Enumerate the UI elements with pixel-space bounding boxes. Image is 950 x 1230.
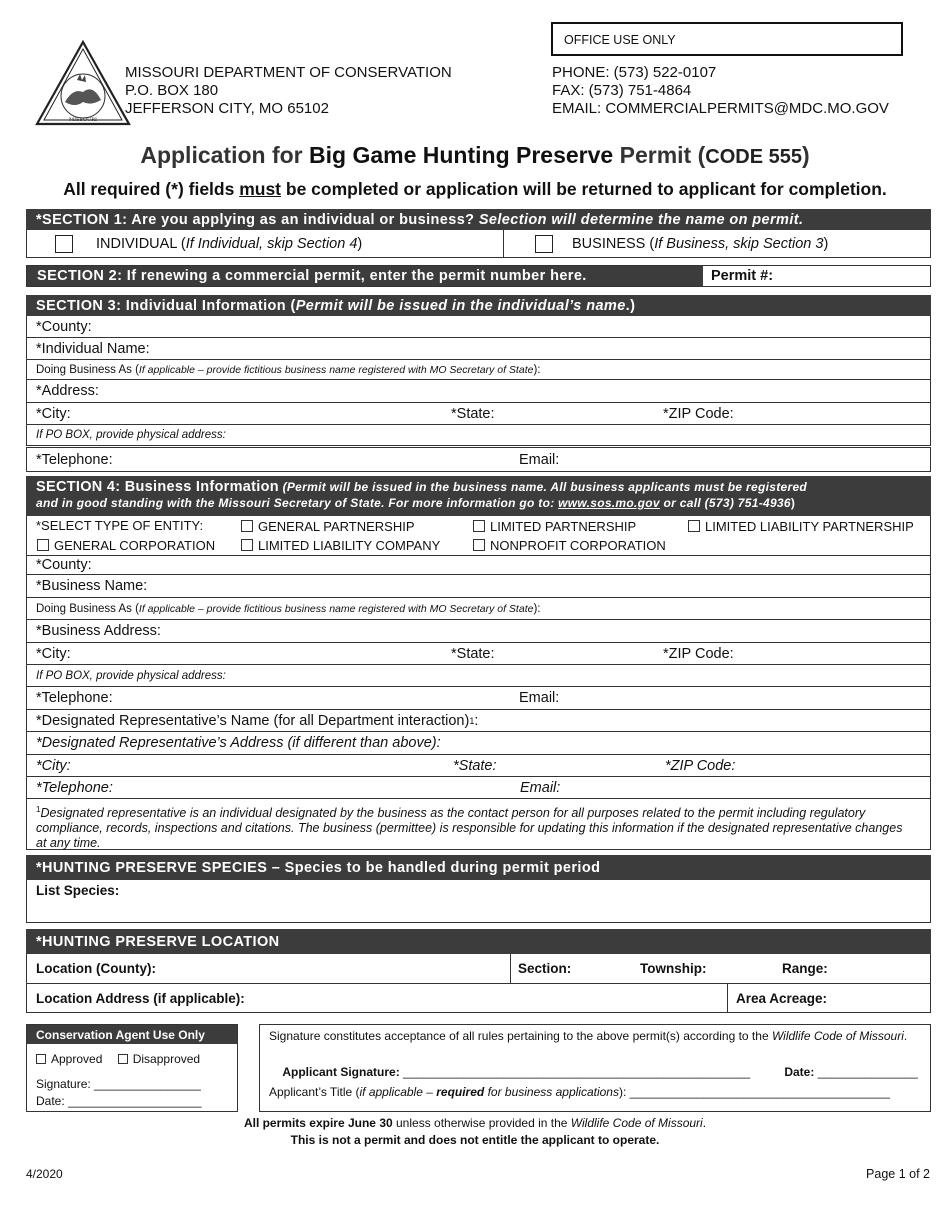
sos-website-link[interactable]: www.sos.mo.gov — [558, 496, 660, 510]
approved-option[interactable] — [36, 1052, 102, 1066]
applicant-title-note2: for business applications — [484, 1085, 619, 1099]
s3-address-field[interactable] — [26, 380, 931, 403]
permit-number-field[interactable] — [711, 266, 773, 286]
section2-header — [27, 266, 703, 286]
s3-phone-row — [26, 447, 931, 472]
s4-address-label: *Business Address: — [36, 623, 161, 639]
section3-heading-end: .) — [625, 297, 636, 314]
location-header — [26, 929, 931, 954]
rep-telephone-label[interactable]: *Telephone: — [36, 779, 113, 796]
section4-heading-note: (Permit will be issued in the business name. All business applicants must be registered — [278, 480, 808, 494]
title-part1: Application for — [140, 142, 310, 168]
applicant-date-line: _______________ — [814, 1065, 918, 1079]
signature-notice — [269, 1029, 907, 1043]
entity-checkbox[interactable] — [688, 520, 700, 532]
entity-general-corporation[interactable] — [37, 538, 215, 553]
contact-email: EMAIL: COMMERCIALPERMITS@MDC.MO.GOV — [552, 100, 889, 117]
s4-dba-label: Doing Business As ( — [36, 602, 139, 615]
rep-name-colon: : — [474, 712, 479, 729]
org-city: JEFFERSON CITY, MO 65102 — [125, 100, 329, 117]
applicant-title-line: ): _______________________________________ — [618, 1085, 890, 1099]
section4-heading-line2-end: or call (573) 751-4936 — [659, 496, 791, 510]
agent-approval-row — [36, 1052, 200, 1066]
applicant-signature-line: ____________________________________________________ — [399, 1065, 751, 1079]
agent-signature-field[interactable]: Signature: ________________ — [36, 1077, 201, 1091]
section4-header — [26, 476, 931, 516]
section4-heading-line2: and in good standing with the Missouri Secretary of State. For more information go to: — [36, 496, 559, 510]
disapproved-option[interactable] — [118, 1052, 200, 1066]
individual-option[interactable] — [55, 230, 362, 257]
business-label: BUSINESS ( — [572, 235, 655, 252]
s3-po-box-field[interactable] — [26, 425, 931, 446]
individual-label: INDIVIDUAL ( — [96, 235, 186, 252]
expiration-code: Wildlife Code of Missouri — [570, 1116, 703, 1130]
s4-telephone-label[interactable]: *Telephone: — [36, 690, 113, 706]
rep-email-label[interactable]: Email: — [520, 779, 561, 796]
s4-email-label[interactable]: Email: — [519, 690, 560, 706]
not-a-permit-notice: This is not a permit and does not entitle the applicant to operate. — [290, 1133, 660, 1147]
species-header — [26, 855, 931, 880]
entity-llp[interactable] — [688, 519, 914, 534]
s3-dba-label: Doing Business As ( — [36, 363, 139, 376]
s3-telephone-label[interactable]: *Telephone: — [36, 451, 113, 468]
individual-checkbox[interactable] — [55, 235, 73, 253]
applicant-date-label: Date: — [784, 1065, 815, 1079]
entity-nonprofit[interactable] — [473, 538, 666, 553]
rep-zip-label[interactable]: *ZIP Code: — [665, 757, 736, 774]
rep-state-label[interactable]: *State: — [453, 757, 497, 774]
signature-notice-end: . — [903, 1029, 908, 1043]
business-note: If Business, skip Section 3 — [654, 235, 824, 252]
signature-box — [259, 1024, 931, 1112]
s3-dba-field[interactable] — [26, 360, 931, 380]
entity-type-label: *SELECT TYPE OF ENTITY: — [36, 518, 204, 533]
s4-po-box-label: If PO BOX, provide physical address: — [36, 669, 226, 682]
s4-address-field[interactable] — [26, 620, 931, 643]
applicant-title-field[interactable] — [269, 1085, 890, 1099]
entity-label: LIMITED PARTNERSHIP — [490, 519, 637, 534]
form-version: 4/2020 — [26, 1167, 63, 1181]
section4-heading: SECTION 4: Business Information — [36, 479, 279, 495]
section1-row — [26, 230, 931, 258]
office-use-box — [551, 22, 903, 56]
s4-po-box-field[interactable] — [26, 665, 931, 687]
footnote-text: Designated representative is an individual designated by the business as the contact person for all purposes related to the permit including regulatory compliance, records, inspections and citations. The business (permittee) is responsible for updating this information if the designated representative changes at any time. — [36, 806, 903, 851]
business-close: ) — [823, 235, 829, 252]
title-close: ) — [801, 142, 810, 168]
applicant-title-label: Applicant’s Title ( — [269, 1085, 360, 1099]
location-township-label[interactable]: Township: — [640, 961, 707, 976]
section2-row — [26, 265, 931, 287]
s3-email-label[interactable]: Email: — [519, 451, 560, 468]
location-address-label[interactable]: Location Address (if applicable): — [36, 990, 245, 1006]
location-row2 — [26, 984, 931, 1013]
entity-checkbox[interactable] — [473, 539, 485, 551]
rep-city-label[interactable]: *City: — [36, 757, 71, 774]
s4-county-label: *County: — [36, 557, 92, 573]
s4-business-name-label: *Business Name: — [36, 578, 148, 594]
disapproved-label: Disapproved — [132, 1052, 201, 1066]
s3-name-field[interactable] — [26, 338, 931, 360]
s3-name-label: *Individual Name: — [36, 340, 150, 357]
section1-heading: *SECTION 1: Are you applying as an individual or business? — [36, 211, 479, 228]
title-part3: Permit ( — [613, 142, 706, 168]
area-acreage-label[interactable]: Area Acreage: — [736, 990, 828, 1006]
entity-llc[interactable] — [241, 538, 440, 553]
rep-name-label: *Designated Representative’s Name (for all Department interaction) — [36, 712, 470, 729]
s4-zip-label[interactable]: *ZIP Code: — [663, 645, 734, 662]
agent-date-field[interactable]: Date: ____________________ — [36, 1094, 202, 1108]
s4-city-row — [26, 643, 931, 665]
location-section-label[interactable]: Section: — [518, 961, 572, 976]
section3-header — [26, 295, 931, 316]
section4-heading-close: ) — [790, 496, 796, 510]
rep-address-field[interactable] — [26, 732, 931, 755]
signature-notice-code: Wildlife Code of Missouri — [771, 1029, 904, 1043]
entity-label: LIMITED LIABILITY PARTNERSHIP — [705, 519, 914, 534]
section1-header — [26, 209, 931, 230]
agent-use-box — [26, 1024, 238, 1112]
rep-name-field[interactable] — [26, 710, 931, 732]
individual-note: If Individual, skip Section 4 — [185, 235, 358, 252]
contact-phone: PHONE: (573) 522-0107 — [552, 64, 717, 81]
signature-notice-text: Signature constitutes acceptance of all rules pertaining to the above permit(s) according to the — [269, 1029, 772, 1043]
notice-pre: All required (*) fields — [63, 179, 240, 199]
s4-city-label[interactable]: *City: — [36, 645, 71, 662]
location-range-label[interactable]: Range: — [782, 961, 828, 976]
s4-business-name-field[interactable] — [26, 575, 931, 598]
applicant-signature-label: Applicant Signature: — [282, 1065, 400, 1079]
entity-type-row — [26, 516, 931, 556]
org-po-box: P.O. BOX 180 — [125, 82, 219, 99]
disapproved-checkbox[interactable] — [118, 1054, 128, 1064]
entity-general-partnership[interactable] — [241, 519, 415, 534]
required-fields-notice — [0, 179, 950, 200]
expiration-date: All permits expire June 30 — [243, 1116, 393, 1130]
expiration-end: . — [702, 1116, 707, 1130]
applicant-title-required: required — [436, 1085, 485, 1099]
expiration-notice — [0, 1116, 950, 1130]
entity-limited-partnership[interactable] — [473, 519, 636, 534]
s3-city-label[interactable]: *City: — [36, 405, 71, 422]
section2-heading: SECTION 2: If renewing a commercial permit, enter the permit number here. — [37, 268, 587, 284]
rep-address-label: *Designated Representative’s Address (if different than above): — [36, 735, 441, 751]
s4-county-field[interactable] — [26, 556, 931, 575]
entity-checkbox[interactable] — [37, 539, 49, 551]
s3-dba-end: ): — [533, 363, 541, 376]
rep-phone-row — [26, 777, 931, 799]
s4-dba-field[interactable] — [26, 598, 931, 620]
org-address-block — [125, 64, 452, 118]
s3-county-field[interactable] — [26, 316, 931, 338]
title-permit-name: Big Game Hunting Preserve — [309, 142, 614, 168]
s4-dba-end: ): — [533, 602, 541, 615]
business-option[interactable] — [535, 230, 828, 257]
agent-use-header: Conservation Agent Use Only — [27, 1025, 237, 1044]
seal-text: MISSOURI — [69, 117, 97, 123]
rep-name-footnote-ref: 1 — [469, 715, 475, 726]
s3-address-label: *Address: — [36, 383, 99, 399]
s4-dba-note: If applicable – provide fictitious business name registered with MO Secretary of State — [138, 602, 534, 615]
s3-state-label[interactable]: *State: — [451, 405, 495, 422]
approved-label: Approved — [51, 1052, 103, 1066]
location-county-label[interactable]: Location (County): — [36, 961, 156, 976]
individual-close: ) — [357, 235, 363, 252]
org-name: MISSOURI DEPARTMENT OF CONSERVATION — [125, 64, 452, 81]
entity-checkbox[interactable] — [473, 520, 485, 532]
location-heading: *HUNTING PRESERVE LOCATION — [36, 933, 280, 950]
business-checkbox[interactable] — [535, 235, 553, 253]
permit-number-label: Permit #: — [711, 268, 774, 284]
entity-label: NONPROFIT CORPORATION — [490, 538, 666, 553]
notice-post: be completed or application will be returned to applicant for completion. — [281, 179, 887, 199]
s3-county-label: *County: — [36, 318, 92, 335]
species-list-label: List Species: — [36, 883, 120, 898]
expiration-text: unless otherwise provided in the — [392, 1116, 571, 1130]
notice-must: must — [239, 179, 282, 199]
section3-heading: SECTION 3: Individual Information ( — [36, 297, 296, 314]
title-code: CODE 555 — [705, 146, 802, 168]
species-heading: *HUNTING PRESERVE SPECIES – Species to be handled during permit period — [36, 859, 601, 876]
entity-label: GENERAL CORPORATION — [54, 538, 216, 553]
s4-phone-row — [26, 687, 931, 710]
page-number: Page 1 of 2 — [866, 1167, 930, 1181]
rep-footnote — [26, 799, 931, 850]
s3-city-row — [26, 403, 931, 425]
entity-label: LIMITED LIABILITY COMPANY — [258, 538, 441, 553]
approved-checkbox[interactable] — [36, 1054, 46, 1064]
office-use-label: OFFICE USE ONLY — [564, 33, 676, 47]
s3-dba-note: If applicable – provide fictitious business name registered with MO Secretary of State — [138, 363, 534, 376]
s4-state-label[interactable]: *State: — [451, 645, 495, 662]
s3-zip-label[interactable]: *ZIP Code: — [663, 405, 734, 422]
section3-heading-italic: Permit will be issued in the individual’s name — [295, 297, 626, 314]
section1-heading-italic: Selection will determine the name on permit. — [478, 211, 804, 228]
entity-checkbox[interactable] — [241, 539, 253, 551]
page-title — [0, 142, 950, 169]
footnote-marker: 1 — [36, 805, 41, 814]
applicant-title-note1: if applicable – — [359, 1085, 437, 1099]
entity-checkbox[interactable] — [241, 520, 253, 532]
mdc-seal-logo — [33, 40, 133, 132]
rep-city-row — [26, 755, 931, 777]
contact-block — [552, 64, 889, 118]
species-list-field[interactable] — [26, 880, 931, 923]
location-row1 — [26, 954, 931, 984]
s3-po-box-label: If PO BOX, provide physical address: — [36, 429, 226, 441]
entity-label: GENERAL PARTNERSHIP — [258, 519, 415, 534]
contact-fax: FAX: (573) 751-4864 — [552, 82, 692, 99]
